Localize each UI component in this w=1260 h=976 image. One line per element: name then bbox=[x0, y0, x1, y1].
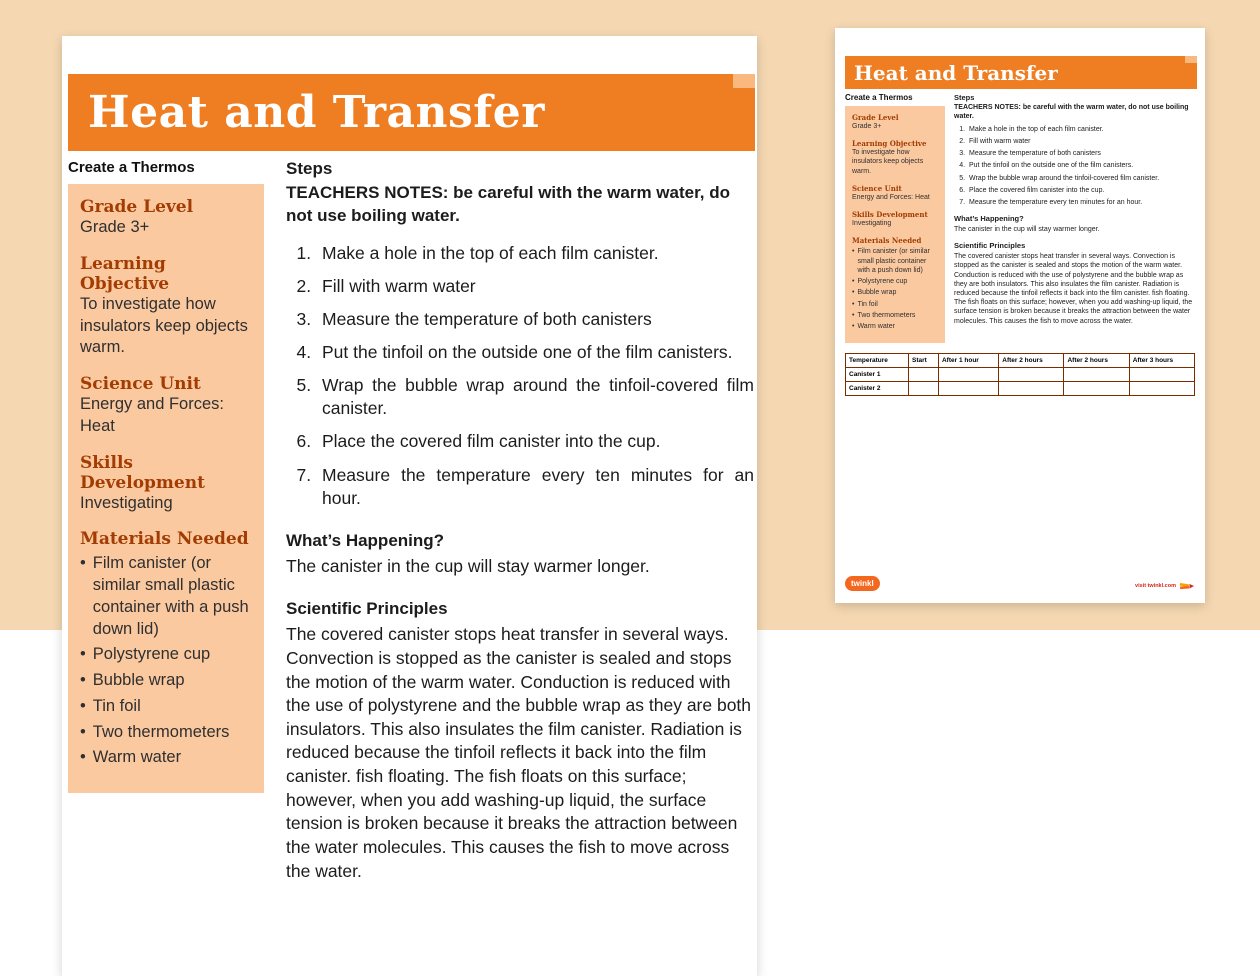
science-unit-value: Energy and Forces: Heat bbox=[852, 193, 930, 201]
grade-level-value: Grade 3+ bbox=[80, 218, 150, 236]
worksheet-subtitle: Create a Thermos bbox=[68, 159, 195, 176]
learning-objective-value: To investigate how insulators keep objects warm. bbox=[80, 294, 248, 357]
column-header: After 3 hours bbox=[1129, 354, 1194, 368]
table-cell bbox=[1064, 382, 1129, 396]
main-column bbox=[954, 93, 1195, 343]
grade-level-value: Grade 3+ bbox=[852, 123, 882, 130]
worksheet-zoomed-view bbox=[62, 36, 757, 976]
materials-item: • Two thermometers bbox=[80, 722, 252, 744]
whats-happening-text: The canister in the cup will stay warmer longer. bbox=[954, 225, 1100, 233]
visit-twinkl-link bbox=[1135, 581, 1195, 591]
worksheet-preview-page bbox=[835, 28, 1205, 603]
column-header: Temperature bbox=[846, 354, 909, 368]
worksheet-subtitle: Create a Thermos bbox=[845, 93, 913, 102]
column-header: After 2 hours bbox=[999, 354, 1064, 368]
table-row bbox=[846, 382, 1195, 396]
scientific-principles-text: The covered canister stops heat transfer in several ways. Convection is stopped as the canister is sealed and stops the motion of the warm water. Conduction is reduced with the use of polystyrene and the bubble wrap as they are both insulators. This also insulates the film canister. Radiation is reduced because the tinfoil reflects it back into the film canister. fish floating. The fish floats on this surface; however, when you add washing-up liquid, the surface tension is broken because it breaks the attraction between the water molecules. This causes the fish to move across the water. bbox=[954, 253, 1193, 325]
materials-item: • Tin foil bbox=[852, 300, 938, 309]
step-item: 7. Measure the temperature every ten minutes for an hour. bbox=[967, 198, 1195, 207]
header-corner-tab bbox=[1185, 56, 1197, 63]
table-cell bbox=[999, 368, 1064, 382]
teacher-note: TEACHERS NOTES: be careful with the warm water, do not use boiling water. bbox=[286, 183, 730, 225]
column-header: After 1 hour bbox=[938, 354, 998, 368]
science-unit-label: Science Unit bbox=[852, 183, 902, 193]
materials-item: • Polystyrene cup bbox=[852, 277, 938, 286]
materials-item: • Warm water bbox=[80, 747, 252, 769]
whats-happening-heading: What’s Happening? bbox=[954, 213, 1024, 223]
info-sidebar bbox=[845, 106, 945, 343]
skills-development-value: Investigating bbox=[80, 493, 173, 512]
results-table bbox=[845, 353, 1195, 396]
step-item: 5. Wrap the bubble wrap around the tinfoil-covered film canister. bbox=[967, 174, 1195, 183]
step-item: 7. Measure the temperature every ten minutes for an hour. bbox=[316, 464, 754, 510]
step-item: 1. Make a hole in the top of each film canister. bbox=[967, 125, 1195, 134]
main-column bbox=[286, 159, 757, 883]
steps-heading: Steps bbox=[954, 93, 975, 102]
table-row bbox=[846, 368, 1195, 382]
teacher-note: TEACHERS NOTES: be careful with the warm water, do not use boiling water. bbox=[954, 104, 1189, 121]
twinkl-logo bbox=[845, 576, 880, 591]
left-column bbox=[68, 159, 264, 883]
step-item: 1. Make a hole in the top of each film canister. bbox=[316, 242, 754, 265]
materials-item: • Bubble wrap bbox=[852, 288, 938, 297]
row-label: Canister 2 bbox=[846, 382, 909, 396]
materials-item: • Film canister (or similar small plastic container with a push down lid) bbox=[80, 553, 252, 640]
scientific-principles-heading: Scientific Principles bbox=[286, 599, 448, 619]
worksheet-body bbox=[845, 93, 1195, 343]
learning-objective-value: To investigate how insulators keep objects warm. bbox=[852, 149, 924, 175]
learning-objective-label: Learning Objective bbox=[852, 139, 927, 149]
column-header: After 2 hours bbox=[1064, 354, 1129, 368]
materials-item: • Bubble wrap bbox=[80, 670, 252, 692]
science-unit-label: Science Unit bbox=[80, 374, 201, 395]
table-cell bbox=[909, 368, 939, 382]
info-sidebar bbox=[68, 184, 264, 793]
visit-text: visit twinkl.com bbox=[1135, 583, 1176, 589]
results-table-wrap bbox=[845, 353, 1195, 396]
page-footer bbox=[845, 576, 1195, 591]
worksheet-header bbox=[845, 56, 1197, 89]
materials-needed-label: Materials Needed bbox=[80, 529, 249, 550]
skills-development-label: Skills Development bbox=[80, 452, 205, 493]
step-item: 3. Measure the temperature of both canisters bbox=[967, 149, 1195, 158]
whats-happening-text: The canister in the cup will stay warmer longer. bbox=[286, 555, 650, 576]
table-cell bbox=[938, 368, 998, 382]
table-cell bbox=[999, 382, 1064, 396]
left-column bbox=[845, 93, 945, 343]
step-item: 6. Place the covered film canister into the cup. bbox=[316, 430, 754, 453]
steps-heading: Steps bbox=[286, 159, 333, 178]
materials-item: • Film canister (or similar small plastic container with a push down lid) bbox=[852, 247, 938, 275]
worksheet-header bbox=[68, 74, 755, 151]
step-item: 3. Measure the temperature of both canisters bbox=[316, 308, 754, 331]
pencil-icon bbox=[1179, 581, 1195, 591]
science-unit-value: Energy and Forces: Heat bbox=[80, 395, 224, 435]
whats-happening-heading: What’s Happening? bbox=[286, 530, 445, 550]
materials-needed-label: Materials Needed bbox=[852, 236, 922, 246]
steps-list bbox=[286, 242, 754, 510]
step-item: 4. Put the tinfoil on the outside one of the film canisters. bbox=[967, 161, 1195, 170]
step-item: 2. Fill with warm water bbox=[316, 275, 754, 298]
column-header: Start bbox=[909, 354, 939, 368]
twinkl-logo-text: twinkl bbox=[851, 579, 874, 588]
table-cell bbox=[938, 382, 998, 396]
steps-list bbox=[954, 125, 1195, 207]
grade-level-label: Grade Level bbox=[80, 197, 194, 217]
table-header-row bbox=[846, 354, 1195, 368]
scientific-principles-heading: Scientific Principles bbox=[954, 241, 1026, 251]
worksheet-title: Heat and Transfer bbox=[854, 60, 1058, 85]
scientific-principles-text: The covered canister stops heat transfer in several ways. Convection is stopped as the canister is sealed and stops the motion of the warm water. Conduction is reduced with the use of polystyrene and the bubble wrap as they are both insulators. This also insulates the film canister. Radiation is reduced because the tinfoil reflects it back into the film canister. fish floating. The fish floats on this surface; however, when you add washing-up liquid, the surface tension is broken because it breaks the attraction between the water molecules. This causes the fish to move across the water. bbox=[286, 624, 752, 881]
step-item: 6. Place the covered film canister into the cup. bbox=[967, 186, 1195, 195]
materials-item: • Polystyrene cup bbox=[80, 644, 252, 666]
skills-development-label: Skills Development bbox=[852, 210, 928, 220]
step-item: 4. Put the tinfoil on the outside one of the film canisters. bbox=[316, 341, 754, 364]
header-corner-tab bbox=[733, 74, 755, 88]
grade-level-label: Grade Level bbox=[852, 113, 899, 122]
materials-item: • Warm water bbox=[852, 322, 938, 331]
worksheet-title: Heat and Transfer bbox=[88, 87, 545, 138]
step-item: 5. Wrap the bubble wrap around the tinfoil-covered film canister. bbox=[316, 374, 754, 420]
table-cell bbox=[1129, 368, 1194, 382]
worksheet-body bbox=[68, 159, 757, 883]
materials-item: • Two thermometers bbox=[852, 311, 938, 320]
row-label: Canister 1 bbox=[846, 368, 909, 382]
learning-objective-label: Learning Objective bbox=[80, 253, 170, 294]
table-cell bbox=[1064, 368, 1129, 382]
table-cell bbox=[909, 382, 939, 396]
step-item: 2. Fill with warm water bbox=[967, 137, 1195, 146]
materials-item: • Tin foil bbox=[80, 696, 252, 718]
table-cell bbox=[1129, 382, 1194, 396]
skills-development-value: Investigating bbox=[852, 220, 892, 228]
